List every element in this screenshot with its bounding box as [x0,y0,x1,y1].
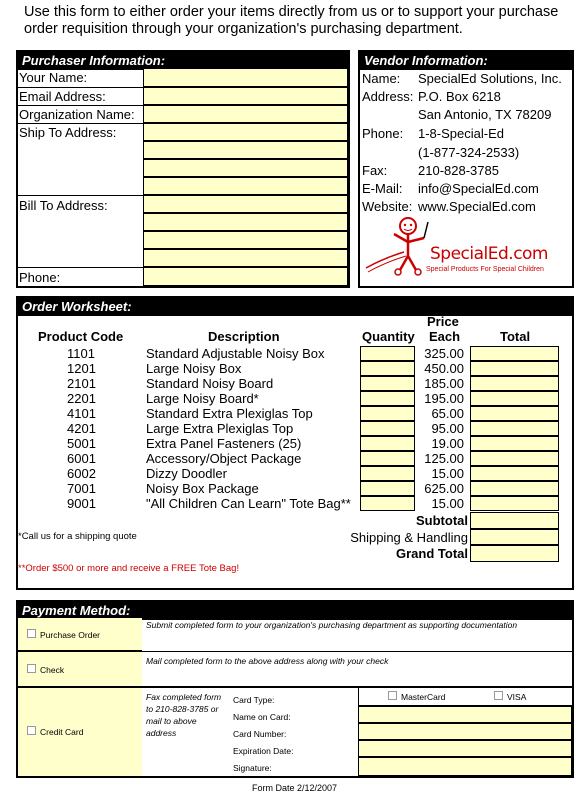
price-each: 625.00 [424,481,464,496]
total-field[interactable] [470,481,559,496]
shipping-label: Shipping & Handling [350,530,468,545]
col-total: Total [500,329,531,344]
quantity-field[interactable] [360,481,415,496]
total-field[interactable] [470,346,559,361]
quantity-field[interactable] [360,496,415,511]
vendor-value-7: www.SpecialEd.com [418,199,536,214]
bill-to-line-1[interactable] [143,195,348,213]
ship-to-label: Ship To Address: [19,125,117,140]
product-code: 9001 [67,496,96,511]
check-option[interactable] [18,652,142,686]
expiration-field[interactable] [358,740,572,757]
price-each: 95.00 [431,421,464,436]
vendor-value-1: P.O. Box 6218 [418,89,501,104]
total-field[interactable] [470,421,559,436]
quantity-field[interactable] [360,346,415,361]
product-description: Standard Adjustable Noisy Box [146,346,325,361]
product-description: "All Children Can Learn" Tote Bag** [146,496,351,511]
quantity-field[interactable] [360,436,415,451]
total-field[interactable] [470,376,559,391]
vendor-label-5: Fax: [362,163,388,178]
organization-label: Organization Name: [19,107,135,122]
product-code: 6001 [67,451,96,466]
subtotal-label: Subtotal [416,513,468,528]
po-checkbox[interactable] [27,629,36,638]
product-code: 4101 [67,406,96,421]
specialed-logo [364,214,572,280]
price-each: 195.00 [424,391,464,406]
price-each: 185.00 [424,376,464,391]
order-title: Order Worksheet: [18,298,572,316]
product-description: Standard Extra Plexiglas Top [146,406,313,421]
product-description: Large Extra Plexiglas Top [146,421,294,436]
logo-tagline: Special Products For Special Children [426,266,544,273]
quantity-field[interactable] [360,376,415,391]
vendor-label-3: Phone: [362,126,404,141]
price-each: 450.00 [424,361,464,376]
bill-to-line-4[interactable] [143,249,348,267]
total-field[interactable] [470,466,559,481]
vendor-value-6: info@SpecialEd.com [418,181,539,196]
vendor-label-6: E-Mail: [362,181,403,196]
check-label: Check [40,665,65,675]
total-field[interactable] [470,496,559,511]
product-description: Large Noisy Box [146,361,242,376]
vendor-value-4: (1-877-324-2533) [418,145,520,160]
product-code: 2201 [67,391,96,406]
phone-field[interactable] [143,267,348,286]
phone-label: Phone: [19,270,61,285]
organization-field[interactable] [143,105,348,123]
ship-to-line-2[interactable] [143,141,348,159]
visa-label: VISA [507,692,527,702]
price-each: 15.00 [431,466,464,481]
check-instructions: Mail completed form to the above address along with your check [146,656,389,666]
product-description: Dizzy Doodler [146,466,227,481]
order-table [18,314,572,588]
vendor-label-0: Name: [362,71,401,86]
po-instructions: Submit completed form to your organization's purchasing department as supporting documentation [146,620,518,630]
product-code: 4201 [67,421,96,436]
total-field[interactable] [470,406,559,421]
bill-to-label: Bill To Address: [19,198,108,213]
name-on-card-label: Name on Card: [233,712,291,722]
product-description: Large Noisy Board* [146,391,259,406]
vendor-title: Vendor Information: [360,52,572,70]
col-quantity: Quantity [362,329,415,344]
vendor-label-1: Address: [362,89,414,104]
col-product-code: Product Code [38,329,124,344]
vendor-label-7: Website: [362,199,413,214]
total-field[interactable] [470,451,559,466]
product-code: 1101 [67,346,95,361]
logo-text: SpecialEd.com [430,244,548,264]
vendor-value-2: San Antonio, TX 78209 [418,107,552,122]
price-each: 19.00 [431,436,464,451]
mastercard-checkbox[interactable] [388,691,397,700]
email-label: Email Address: [19,89,106,104]
card-number-label: Card Number: [233,729,287,739]
quantity-field[interactable] [360,466,415,481]
po-label: Purchase Order [40,630,100,640]
signature-label: Signature: [233,763,272,773]
bill-to-line-2[interactable] [143,213,348,231]
form-date: Form Date 2/12/2007 [252,783,338,793]
card-type-label: Card Type: [233,695,275,705]
bill-to-line-3[interactable] [143,231,348,249]
shipping-note: *Call us for a shipping quote [18,531,137,542]
total-field[interactable] [470,391,559,406]
name-on-card-field[interactable] [358,706,572,723]
payment-title: Payment Method: [18,602,572,620]
quantity-field[interactable] [360,421,415,436]
intro-text: Use this form to either order your items directly from us or to support your purchase order requisition through your organization's purchasing department. [24,4,559,37]
total-field[interactable] [470,436,559,451]
price-each: 65.00 [431,406,464,421]
total-field[interactable] [470,361,559,376]
col-price-2: Each [429,329,461,344]
price-each: 15.00 [431,496,464,511]
price-each: 125.00 [424,451,464,466]
ship-to-line-4[interactable] [143,177,348,195]
col-price-1: Price [427,314,459,329]
product-description: Extra Panel Fasteners (25) [146,436,302,451]
product-code: 6002 [67,466,96,481]
expiration-label: Expiration Date: [233,746,294,756]
credit-card-checkbox[interactable] [27,726,36,735]
credit-card-label: Credit Card [40,727,84,737]
grand-total-label: Grand Total [396,546,468,561]
product-code: 2101 [67,376,96,391]
price-each: 325.00 [424,346,464,361]
purchaser-fields [18,68,348,286]
product-code: 7001 [67,481,96,496]
visa-checkbox[interactable] [494,691,503,700]
product-description: Accessory/Object Package [146,451,302,466]
your-name-label: Your Name: [19,70,88,85]
ship-to-line-1[interactable] [143,123,348,141]
product-code: 5001 [67,436,96,451]
product-description: Standard Noisy Board [146,376,274,391]
card-number-field[interactable] [358,723,572,740]
signature-field[interactable] [358,757,572,776]
grand-total-field[interactable] [470,545,559,562]
promo-note: **Order $500 or more and receive a FREE Tote Bag! [18,563,240,574]
vendor-value-0: SpecialEd Solutions, Inc. [418,71,562,86]
shipping-field[interactable] [470,529,559,545]
quantity-field[interactable] [360,361,415,376]
vendor-value-5: 210-828-3785 [418,163,499,178]
quantity-field[interactable] [360,391,415,406]
check-checkbox[interactable] [27,664,36,673]
credit-card-instructions: Fax completed form to 210-828-3785 or mail to above address [146,692,222,738]
mastercard-label: MasterCard [401,692,446,702]
subtotal-field[interactable] [470,512,559,529]
product-code: 1201 [67,361,96,376]
your-name-field[interactable] [143,68,348,87]
product-description: Noisy Box Package [146,481,259,496]
vendor-value-3: 1-8-Special-Ed [418,126,504,141]
quantity-field[interactable] [360,406,415,421]
payment-body [18,618,572,776]
quantity-field[interactable] [360,451,415,466]
purchaser-title: Purchaser Information: [18,52,348,70]
email-field[interactable] [143,87,348,105]
ship-to-line-3[interactable] [143,159,348,177]
col-description: Description [208,329,280,344]
